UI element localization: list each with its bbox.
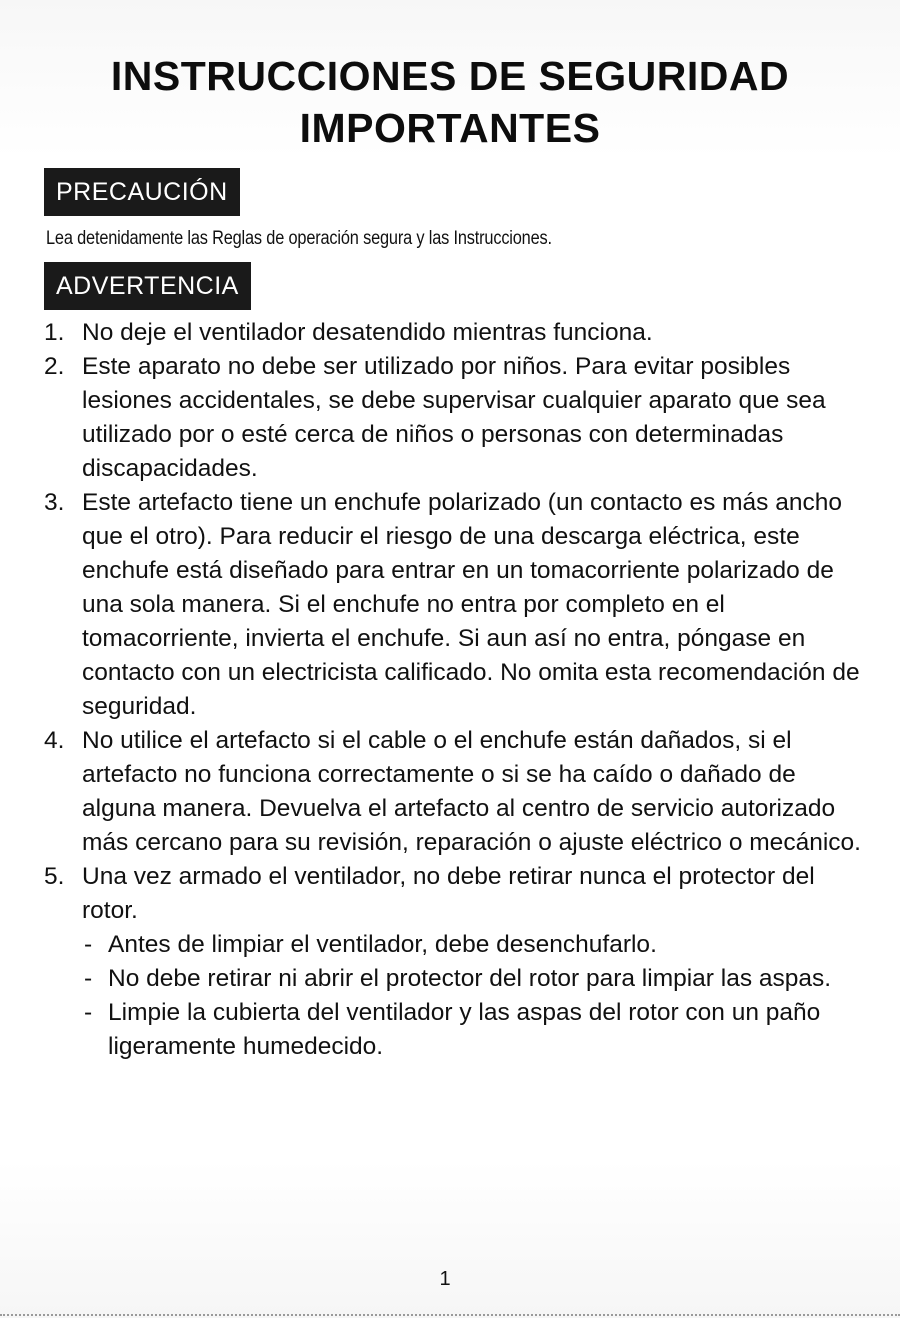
sub-item (84, 928, 864, 962)
item-text: Este aparato no debe ser utilizado por niños. Para evitar posibles lesiones accidentales, se debe supervisar cualquier aparato que sea utilizado por o esté cerca de niños o personas con determinadas discapacidades. (82, 353, 826, 482)
sub-item (84, 996, 864, 1064)
item-number: 4. (44, 727, 65, 754)
list-item (44, 486, 864, 724)
item-number: 5. (44, 863, 65, 890)
safety-instructions-list (44, 316, 864, 1064)
sub-item (84, 962, 864, 996)
item-text: No utilice el artefacto si el cable o el enchufe están dañados, si el artefacto no funciona correctamente o si se ha caído o dañado de alguna manera. Devuelva el artefacto al centro de servicio autorizado más cercano para su revisión, reparación o ajuste eléctrico o mecánico. (82, 727, 861, 856)
page-title-line-1: INSTRUCCIONES DE SEGURIDAD (110, 53, 790, 99)
list-item (44, 316, 864, 350)
warning-badge: ADVERTENCIA (44, 262, 251, 310)
list-item (44, 350, 864, 486)
page-number: 1 (439, 1268, 451, 1290)
list-item (44, 724, 864, 860)
sub-item-dash: - (84, 931, 93, 958)
caution-badge: PRECAUCIÓN (44, 168, 240, 216)
item-text: Este artefacto tiene un enchufe polarizado (un contacto es más ancho que el otro). Para reducir el riesgo de una descarga eléctrica, este enchufe está diseñado para entrar en un tomacorriente polarizado de una sola manera. Si el enchufe no entra por completo en el tomacorriente, invierta el enchufe. Si aun así no entra, póngase en contacto con un electricista calificado. No omita esta recomendación de seguridad. (82, 489, 860, 720)
item-text: Una vez armado el ventilador, no debe retirar nunca el protector del rotor. (82, 863, 815, 924)
list-item (44, 860, 864, 1064)
item-number: 2. (44, 353, 65, 380)
page-title-line-2: IMPORTANTES (299, 105, 601, 151)
sub-item-text: Limpie la cubierta del ventilador y las aspas del rotor con un paño ligeramente humedecido. (108, 999, 821, 1060)
item-text: No deje el ventilador desatendido mientras funciona. (82, 319, 653, 346)
sub-item-dash: - (84, 965, 93, 992)
sub-item-text: Antes de limpiar el ventilador, debe desenchufarlo. (108, 931, 657, 958)
item-number: 3. (44, 489, 65, 516)
sub-item-dash: - (84, 999, 93, 1026)
caution-text: Lea detenidamente las Reglas de operación segura y las Instrucciones. (46, 228, 552, 249)
page-edge-divider (0, 1314, 900, 1316)
item-number: 1. (44, 319, 65, 346)
sub-item-text: No debe retirar ni abrir el protector del rotor para limpiar las aspas. (108, 965, 832, 992)
